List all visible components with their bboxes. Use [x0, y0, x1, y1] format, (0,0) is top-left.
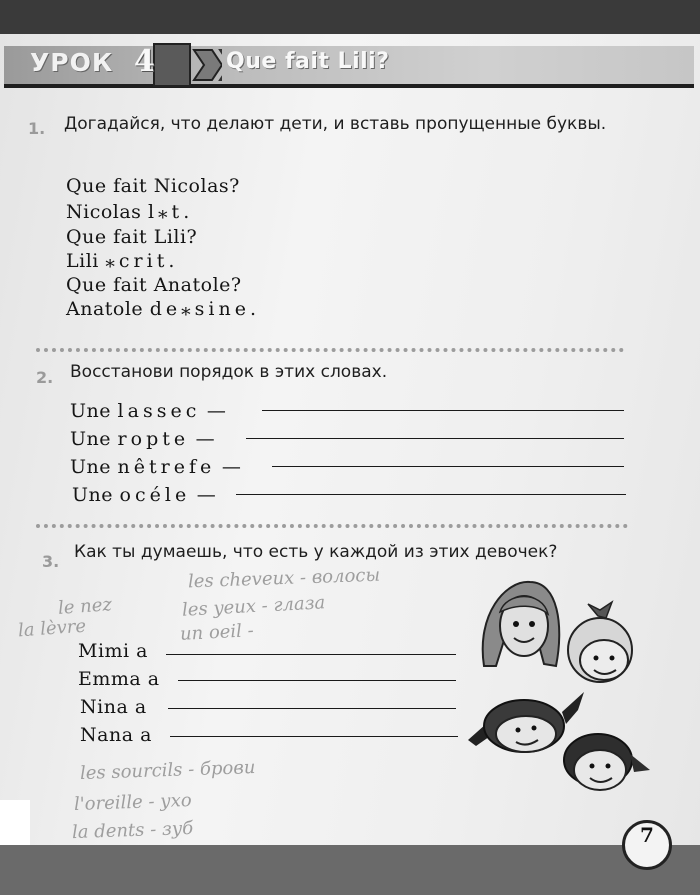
gap-word-1: l⁎t. [147, 201, 194, 223]
girls-illustration [466, 574, 656, 804]
answer-line[interactable] [246, 438, 624, 439]
bottom-band [0, 845, 700, 895]
mimi-face-icon [483, 582, 560, 666]
handwritten-note: un oeil - [179, 620, 255, 645]
answer-line[interactable] [272, 466, 624, 467]
exercise-2-instruction: Восстанови порядок в этих словах. [70, 362, 388, 382]
answer-line[interactable] [166, 654, 456, 655]
gap-word-3: de⁎sine. [149, 298, 260, 320]
ex2-item-1: Une lassec — [70, 400, 227, 422]
ex1-line-1: Que fait Nicolas? [66, 175, 240, 197]
ex3-item-1: Mimi a [78, 640, 148, 662]
handwritten-note: la dents - зуб [71, 817, 194, 844]
ex3-item-3: Nina a [80, 696, 147, 718]
exercise-3-instruction: Как ты думаешь, что есть у каждой из этих девочек? [74, 542, 558, 562]
handwritten-note: l'oreille - ухо [73, 789, 193, 816]
page-top-shadow [0, 0, 700, 34]
ex1-line-6: Anatole de⁎sine. [66, 298, 260, 320]
ex2-item-2: Une ropte — [70, 428, 216, 450]
ex1-line-3: Que fait Lili? [66, 226, 198, 248]
answer-line[interactable] [168, 708, 456, 709]
lesson-header [4, 42, 694, 88]
exercise-3-number: 3. [42, 552, 60, 571]
ex1-line-2: Nicolas l⁎t. [66, 201, 194, 223]
handwritten-note: les yeux - глаза [181, 592, 326, 621]
lesson-label: УРОК [30, 48, 114, 77]
ex1-line-4: Lili ⁎crit. [66, 250, 179, 272]
exercise-1-number: 1. [28, 119, 46, 138]
nina-face-icon [468, 692, 584, 752]
answer-line[interactable] [178, 680, 456, 681]
ex3-item-4: Nana a [80, 724, 152, 746]
gap-word-2: ⁎crit. [105, 250, 179, 272]
handwritten-note: la lèvre [17, 615, 87, 642]
ex2-item-3: Une nêtrefe — [70, 456, 242, 478]
page-number: 7 [622, 820, 672, 870]
exercise-1-instruction: Догадайся, что делают дети, и вставь пропущенные буквы. [64, 114, 607, 134]
handwritten-note: les cheveux - волосы [187, 564, 381, 593]
section-divider-2 [36, 524, 628, 528]
lesson-number: 4 [134, 44, 155, 79]
answer-line[interactable] [236, 494, 626, 495]
answer-line[interactable] [170, 736, 458, 737]
section-divider-1 [36, 348, 624, 352]
handwritten-note: les sourcils - брови [79, 756, 256, 785]
handwritten-note: le nez [57, 594, 113, 619]
answer-line[interactable] [262, 410, 624, 411]
ex3-item-2: Emma a [78, 668, 160, 690]
ex1-line-5: Que fait Anatole? [66, 274, 242, 296]
lesson-title: Que fait Lili? [226, 49, 390, 74]
nana-face-icon [564, 734, 650, 790]
emma-face-icon [568, 602, 632, 682]
exercise-2-number: 2. [36, 368, 54, 387]
ex2-item-4: Une océle — [72, 484, 217, 506]
